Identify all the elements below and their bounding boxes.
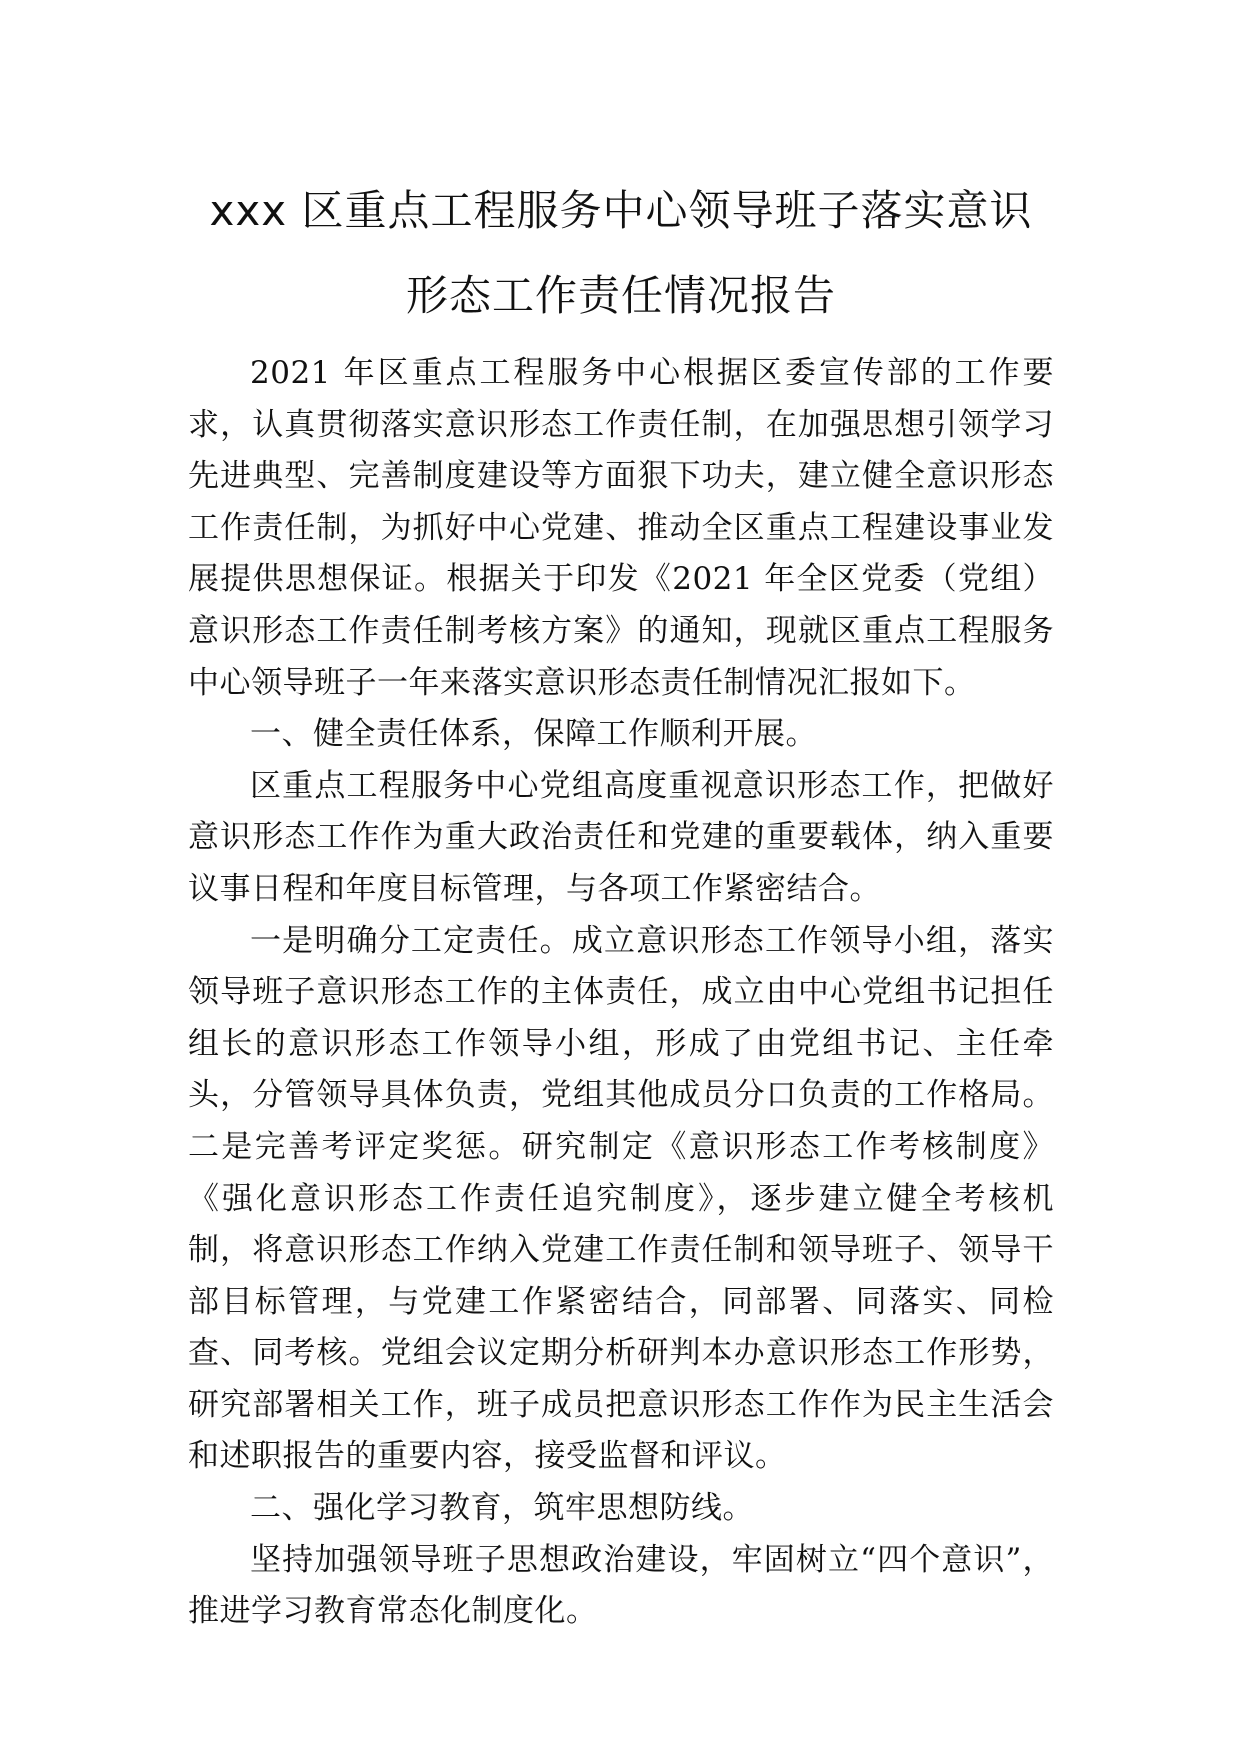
section-heading-2: 二、强化学习教育，筑牢思想防线。 <box>250 1490 754 1527</box>
document-title <box>188 168 1054 338</box>
document-body <box>188 348 1054 1638</box>
title-line-2: 形态工作责任情况报告 <box>405 271 836 320</box>
section-1-paragraph-2: 一是明确分工定责任。成立意识形态工作领导小组，落实领导班子意识形态工作的主体责任，成立由中心党组书记担任组长的意识形态工作领导小组，形成了由党组书记、主任牵头，分管领导具体负责，党组其他成员分口负责的工作格局。二是完善考评定奖惩。研究制定《意识形态工作考核制度》《强化意识形态工作责任追究制度》，逐步建立健全考核机制，将意识形态工作纳入党建工作责任制和领导班子、领导干部目标管理，与党建工作紧密结合，同部署、同落实、同检查、同考核。党组会议定期分析研判本办意识形态工作形势，研究部署相关工作，班子成员把意识形态工作作为民主生活会和述职报告的重要内容，接受监督和评议。 <box>188 922 1054 1475</box>
section-2-paragraph-1: 坚持加强领导班子思想政治建设，牢固树立“四个意识”，推进学习教育常态化制度化。 <box>188 1541 1054 1630</box>
section-heading-1: 一、健全责任体系，保障工作顺利开展。 <box>250 716 817 753</box>
title-line-1: xxx 区重点工程服务中心领导班子落实意识 <box>209 186 1033 235</box>
document-content <box>188 168 1054 1638</box>
section-1-paragraph-1: 区重点工程服务中心党组高度重视意识形态工作，把做好意识形态工作作为重大政治责任和党建的重要载体，纳入重要议事日程和年度目标管理，与各项工作紧密结合。 <box>188 767 1054 907</box>
intro-paragraph: 2021 年区重点工程服务中心根据区委宣传部的工作要求，认真贯彻落实意识形态工作责任制，在加强思想引领学习先进典型、完善制度建设等方面狠下功夫，建立健全意识形态工作责任制，为抓好中心党建、推动全区重点工程建设事业发展提供思想保证。根据关于印发《2021 年全区党委（党组）意识形态工作责任制考核方案》的通知，现就区重点工程服务中心领导班子一年来落实意识形态责任制情况汇报如下。 <box>188 355 1054 701</box>
